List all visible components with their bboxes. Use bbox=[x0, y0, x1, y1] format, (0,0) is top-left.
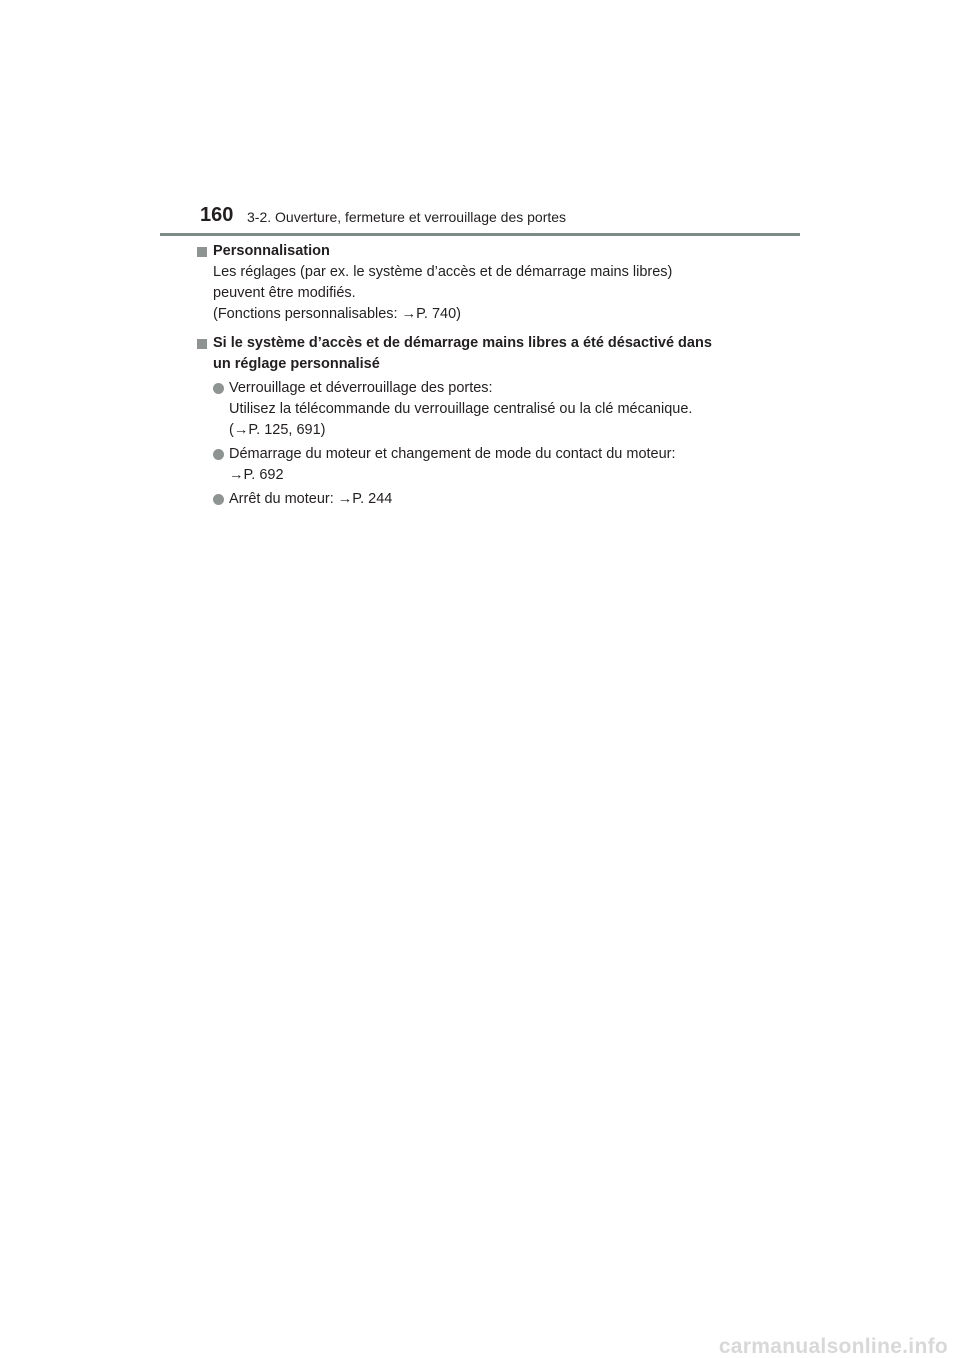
round-bullet-icon bbox=[213, 449, 224, 460]
list-item-line: Verrouillage et déverrouillage des portes: bbox=[229, 380, 493, 396]
round-bullet-icon bbox=[213, 383, 224, 394]
topic-heading: Personnalisation bbox=[213, 243, 330, 259]
heading-line: Si le système d’accès et de démarrage mains libres a été désactivé dans bbox=[213, 335, 712, 351]
list-item bbox=[213, 489, 752, 510]
list-item-line: (→P. 125, 691) bbox=[229, 422, 326, 438]
page-header bbox=[160, 204, 800, 234]
list-item-line: Arrêt du moteur: →P. 244 bbox=[229, 491, 393, 507]
square-bullet-icon bbox=[197, 339, 207, 349]
list-item-line: →P. 692 bbox=[229, 467, 284, 483]
topic-smart-key-disabled bbox=[197, 333, 752, 510]
watermark bbox=[0, 1336, 960, 1358]
watermark-text: carmanualsonline.info bbox=[718, 1335, 948, 1358]
paragraph-line: peuvent être modifiés. bbox=[213, 285, 356, 301]
page-number: 160 bbox=[200, 204, 234, 226]
paragraph-line: (Fonctions personnalisables: →P. 740) bbox=[213, 306, 461, 322]
list-item-text bbox=[229, 444, 752, 486]
list-item bbox=[213, 444, 752, 486]
list-item-text bbox=[229, 489, 752, 510]
round-bullet-icon bbox=[213, 494, 224, 505]
topic-paragraph bbox=[213, 262, 752, 325]
list-item-text bbox=[229, 378, 752, 441]
spacer bbox=[197, 325, 752, 333]
list-item bbox=[213, 378, 752, 441]
square-bullet-icon bbox=[197, 247, 207, 257]
paragraph-line: Les réglages (par ex. le système d’accès et de démarrage mains libres) bbox=[213, 264, 673, 280]
section-title: 3-2. Ouverture, fermeture et verrouillage des portes bbox=[247, 209, 567, 225]
header-rule bbox=[160, 233, 800, 236]
heading-line: un réglage personnalisé bbox=[213, 356, 380, 372]
list-item-line: Utilisez la télécommande du verrouillage centralisé ou la clé mécanique. bbox=[229, 401, 693, 417]
page-content bbox=[197, 241, 752, 510]
topic-personnalisation bbox=[197, 241, 752, 325]
list-item-line: Démarrage du moteur et changement de mode du contact du moteur: bbox=[229, 446, 676, 462]
topic-heading bbox=[213, 333, 752, 375]
